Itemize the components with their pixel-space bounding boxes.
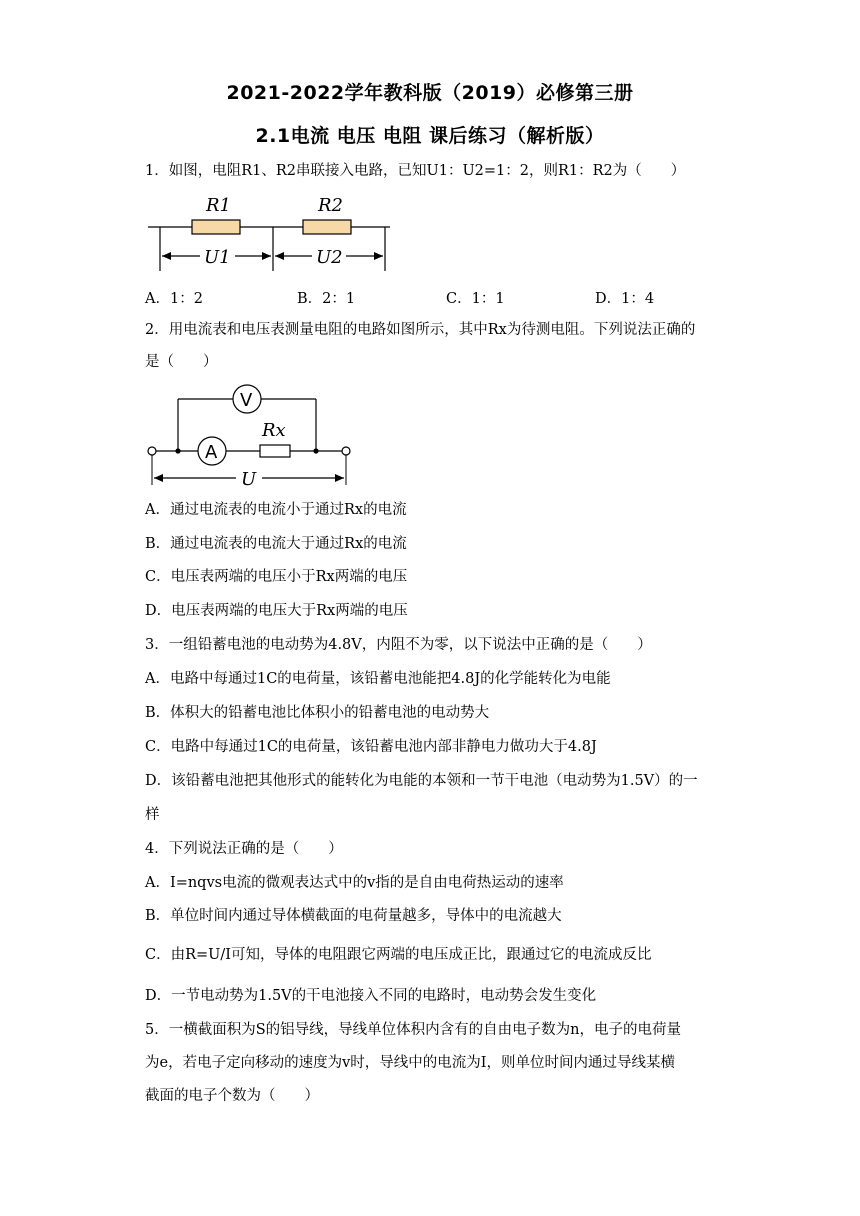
document-title: 2021-2022学年教科版（2019）必修第三册 bbox=[226, 82, 634, 104]
q5-stem-line2: 为e，若电子定向移动的速度为v时，导线中的电流为I，则单位时间内通过导线某横 bbox=[145, 1055, 675, 1071]
q5-stem-line1: 5．一横截面积为S的铝导线，导线单位体积内含有的自由电子数为n，电子的电荷量 bbox=[145, 1022, 681, 1038]
q1-label-u1: U1 bbox=[204, 247, 231, 268]
q1-options bbox=[145, 287, 745, 307]
q1-circuit-figure bbox=[140, 193, 400, 273]
q4-option-d[interactable]: D．一节电动势为1.5V的干电池接入不同的电路时，电动势会发生变化 bbox=[145, 988, 597, 1004]
q1-option-c[interactable]: C．1：1 bbox=[446, 291, 505, 307]
q2-label-u: U bbox=[241, 469, 257, 490]
q4-option-a[interactable]: A．I=nqvs电流的微观表达式中的v指的是自由电荷热运动的速率 bbox=[145, 875, 564, 891]
q4-option-c[interactable]: C．由R=U/I可知，导体的电阻跟它两端的电压成正比，跟通过它的电流成反比 bbox=[145, 947, 652, 963]
q1-label-r1: R1 bbox=[206, 195, 232, 216]
q1-label-r2: R2 bbox=[318, 195, 344, 216]
q2-label-rx: Rx bbox=[262, 420, 286, 441]
q4-stem: 4．下列说法正确的是（ ） bbox=[145, 841, 343, 857]
q3-stem: 3．一组铅蓄电池的电动势为4.8V，内阻不为零，以下说法中正确的是（ ） bbox=[145, 637, 652, 653]
q1-stem: 1．如图，电阻R1、R2串联接入电路，已知U1：U2=1：2，则R1：R2为（ ） bbox=[145, 163, 686, 179]
document-subtitle: 2.1电流 电压 电阻 课后练习（解析版） bbox=[255, 125, 605, 147]
q3-option-d[interactable]: D．该铅蓄电池把其他形式的能转化为电能的本领和一节干电池（电动势为1.5V）的一 bbox=[145, 773, 698, 789]
q2-option-d[interactable]: D．电压表两端的电压大于Rx两端的电压 bbox=[145, 603, 408, 619]
q1-option-b[interactable]: B．2：1 bbox=[297, 291, 356, 307]
q4-option-b[interactable]: B．单位时间内通过导体横截面的电荷量越多，导体中的电流越大 bbox=[145, 908, 562, 924]
q2-option-b[interactable]: B．通过电流表的电流大于通过Rx的电流 bbox=[145, 536, 407, 552]
q1-resistor-r2 bbox=[303, 220, 351, 234]
q1-option-d[interactable]: D．1：4 bbox=[595, 291, 655, 307]
q2-label-v: V bbox=[240, 390, 253, 411]
q1-label-u2: U2 bbox=[316, 247, 343, 268]
q3-option-b[interactable]: B．体积大的铅蓄电池比体积小的铅蓄电池的电动势大 bbox=[145, 705, 490, 721]
q2-resistor-rx bbox=[260, 445, 290, 457]
q2-stem-line2: 是（ ） bbox=[145, 354, 218, 370]
q2-label-a: A bbox=[205, 442, 218, 463]
q3-option-d-continued: 样 bbox=[145, 807, 160, 823]
q1-resistor-r1 bbox=[192, 220, 240, 234]
q2-option-a[interactable]: A．通过电流表的电流小于通过Rx的电流 bbox=[145, 502, 407, 518]
q5-stem-line3: 截面的电子个数为（ ） bbox=[145, 1088, 319, 1104]
q2-stem-line1: 2．用电流表和电压表测量电阻的电路如图所示，其中Rx为待测电阻。下列说法正确的 bbox=[145, 322, 696, 338]
q3-option-c[interactable]: C．电路中每通过1C的电荷量，该铅蓄电池内部非静电力做功大于4.8J bbox=[145, 739, 597, 755]
q2-circuit-figure bbox=[140, 382, 360, 488]
q3-option-a[interactable]: A．电路中每通过1C的电荷量，该铅蓄电池能把4.8J的化学能转化为电能 bbox=[145, 671, 611, 687]
q2-option-c[interactable]: C．电压表两端的电压小于Rx两端的电压 bbox=[145, 569, 408, 585]
q1-option-a[interactable]: A．1：2 bbox=[145, 291, 203, 307]
